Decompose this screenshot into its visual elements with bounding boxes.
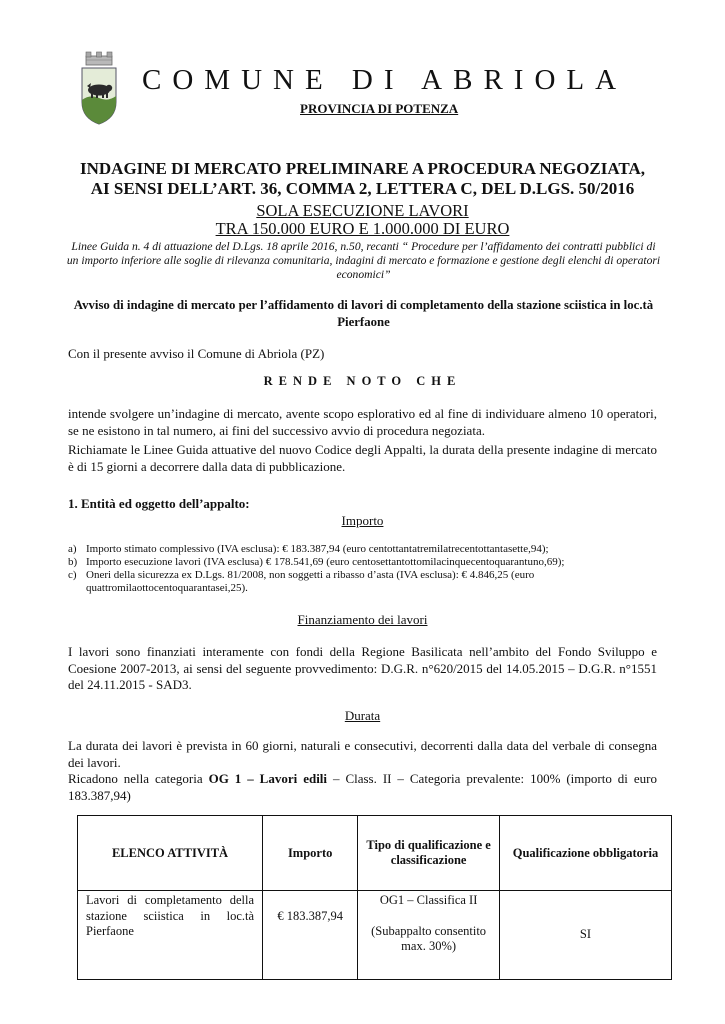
heading-line-1: INDAGINE DI MERCATO PRELIMINARE A PROCEDURA NEGOZIATA, [80,159,645,178]
list-marker: c) [68,569,77,581]
section-1-title: 1. Entità ed oggetto dell’appalto: [68,496,250,511]
table-cell-activity: Lavori di completamento della stazione sciistica in loc.tà Pierfaone [78,891,263,980]
notice-title: Avviso di indagine di mercato per l’affidamento di lavori di completamento della stazione sciistica in loc.tà Pierfaone [73,298,654,329]
category-code: OG 1 – Lavori edili [208,771,328,786]
importo-heading: Importo [341,513,384,528]
duration-survey-paragraph: Richiamate le Linee Guida attuative del nuovo Codice degli Appalti, la durata della presente indagine di mercato è di 15 giorni a decorrere dalla data di pubblicazione. [68,442,657,474]
table-header: Importo [263,816,358,891]
table-header: Qualificazione obbligatoria [499,816,671,891]
table-header-row [78,816,672,891]
table-row [78,891,672,980]
list-item-text: Oneri della sicurezza ex D.Lgs. 81/2008, non soggetti a ribasso d’asta (IVA esclusa): € 4.846,25 (euro quattromilaottocentoquarantasei,25). [86,569,535,594]
municipality-title: COMUNE DI ABRIOLA [142,64,628,96]
table-cell-amount: € 183.387,94 [263,891,358,980]
qualification-class: OG1 – Classifica II [379,893,478,907]
list-marker: b) [68,556,78,568]
category-suffix: – Class. II – Categoria prevalente: 100% (importo di euro 183.387,94) [68,771,657,803]
table-cell-mandatory: SI [499,891,671,980]
activities-table [77,815,672,980]
category-text [68,771,657,804]
list-item-text: Importo esecuzione lavori (IVA esclusa) € 178.541,69 (euro centosettantottomilacinquecentoquarantuno,69); [86,556,565,568]
financing-heading: Finanziamento dei lavori [297,612,428,627]
province-subtitle: PROVINCIA DI POTENZA [300,101,459,116]
list-item [68,569,668,595]
subcontract-note: (Subappalto consentito max. 30%) [371,923,487,953]
duration-text: La durata dei lavori è prevista in 60 giorni, naturali e consecutivi, decorrenti dalla data del verbale di consegna dei lavori. [68,738,657,770]
list-item-text: Importo stimato complessivo (IVA esclusa): € 183.387,94 (euro centottantatremilatrecentottantasette,94); [86,543,549,555]
duration-paragraph [68,738,657,804]
coat-of-arms-icon [78,50,120,126]
table-header: ELENCO ATTIVITÀ [78,816,263,891]
intent-paragraph: intende svolgere un’indagine di mercato, avente scopo esplorativo ed al fine di individuare almeno 10 operatori, se ne esistono in tal numero, ai fini del successivo avvio di procedura negoziata. [68,406,657,438]
rende-noto-heading: RENDE NOTO CHE [263,374,462,388]
category-prefix: Ricadono nella categoria [68,771,209,786]
list-item [68,556,668,569]
table-header: Tipo di qualificazione e classificazione [358,816,500,891]
list-item [68,543,668,556]
duration-heading: Durata [344,708,381,723]
heading-line-3: SOLA ESECUZIONE LAVORI [256,201,469,220]
document-heading [40,159,685,199]
importo-list [68,543,668,595]
financing-paragraph: I lavori sono finanziati interamente con fondi della Regione Basilicata nell’ambito del Fondo Sviluppo e Coesione 2007-2013, ai sensi del seguente provvedimento: D.G.R. n°620/2015 del 14.05.2015 – D.G.R. n°1551 del 24.11.2015 - SAD3. [68,644,657,692]
heading-note: Linee Guida n. 4 di attuazione del D.Lgs. 18 aprile 2016, n.50, recanti “ Procedure per l’affidamento dei contratti pubblici di un importo inferiore alle soglie di rilevanza comunitaria, indagini di mercato e formazione e gestione degli elenchi di operatori economici” [66,240,661,281]
intro-paragraph: Con il presente avviso il Comune di Abriola (PZ) [68,346,325,361]
heading-line-2: AI SENSI DELL’ART. 36, COMMA 2, LETTERA C, DEL D.LGS. 50/2016 [90,179,635,198]
table-cell-qualification [358,891,500,980]
heading-line-4: TRA 150.000 EURO E 1.000.000 DI EURO [215,219,510,238]
list-marker: a) [68,543,77,555]
